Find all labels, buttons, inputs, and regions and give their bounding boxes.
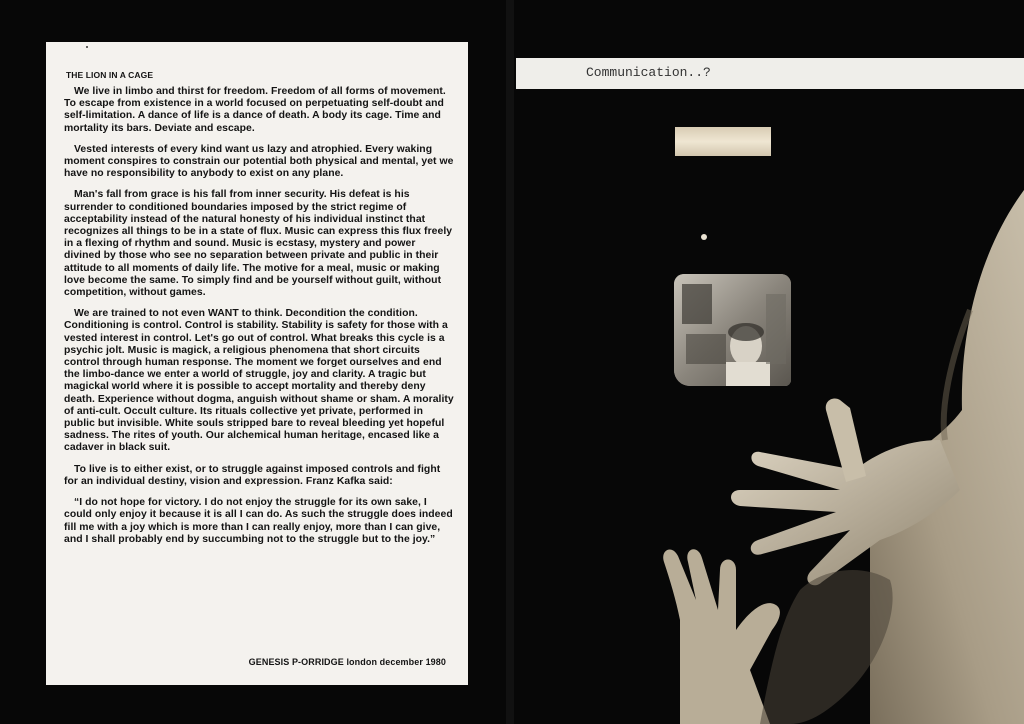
essay-title: THE LION IN A CAGE bbox=[66, 70, 154, 80]
kafka-quote: “I do not hope for victory. I do not enjoy the struggle for its own sake, I could only enjoy it because it is all I can do. As such the struggle does indeed fill me with a joy which is more than I can really enjoy, more than I can give, and I shall probably end by succumbing not to the struggle but to the joy.” bbox=[64, 497, 453, 545]
essay-paragraph-3: Man's fall from grace is his fall from inner security. His defeat is his surrender to conditioned boundaries imposed by the strict regime of acceptability instead of the natural honesty of his individual instinct that recognizes all things to be in a state of flux. Music can express this flux freely in a flexing of rhythm and sound. Music is ecstasy, mystery and power divined by those who see no separation between private and public in their attitude to all moments of daily life. The motive for a meal, music or making love become the same. To simply find and be yourself without guilt, without competition, without games. bbox=[64, 189, 453, 299]
paper-speck bbox=[86, 46, 88, 48]
page-heading: Communication..? bbox=[586, 65, 711, 80]
light-strip bbox=[675, 127, 771, 156]
heading-strip bbox=[516, 58, 1024, 89]
essay-paragraph-2: Vested interests of every kind want us lazy and atrophied. Every waking moment conspires to constrain our potential both physical and mental, yet we have no responsibility to anybody to exist on any plane. bbox=[64, 143, 454, 180]
essay-paragraph-5: To live is to either exist, or to struggle against imposed controls and fight for an individual destiny, vision and expression. Franz Kafka said: bbox=[64, 463, 441, 487]
author-signature: GENESIS P-ORRIDGE london december 1980 bbox=[248, 657, 446, 667]
hands-photo bbox=[640, 190, 1024, 724]
page-gutter bbox=[506, 0, 514, 724]
essay-paragraph-1: We live in limbo and thirst for freedom. Freedom of all forms of movement. To escape from existence in a world focused on perpetuating self-doubt and self-limitation. A dance of life is a dance of death. A body its cage. Time and mortality its bars. Deviate and escape. bbox=[64, 86, 446, 134]
essay-sheet bbox=[46, 42, 468, 685]
essay-paragraph-4: We are trained to not even WANT to think. Decondition the condition. Conditioning is control. Control is stability. Stability is safety for those with a vested interest in control. Let's go out of control. What breaks this cycle is a psychic jolt. Music is magick, a religious phenomena that short circuits control through human response. The moment we forget ourselves and end the limbo-dance we enter a world of struggle, joy and clarity. A tragic but magickal world where it is possible to accept mortality and thereby deny death. Experience without dogma, anguish without shame or sham. A morality of anti-cult. Occult culture. Its rituals collective yet private, performed in public but invisible. White souls stripped bare to reveal bleeding yet hopeful sadness. The rites of youth. Our alchemical human heritage, encased like a cadaver in black suit. bbox=[64, 308, 454, 454]
